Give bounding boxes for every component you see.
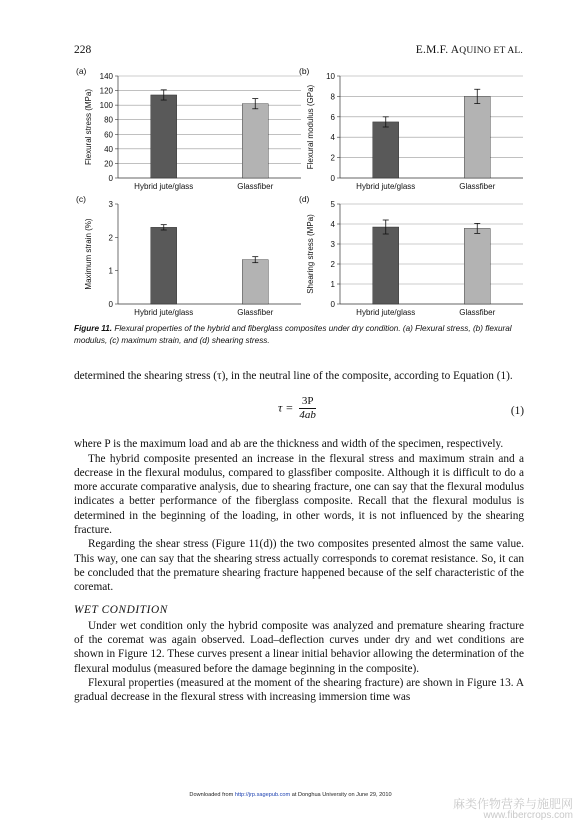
- footer-prefix: Downloaded from: [189, 792, 235, 798]
- equation-denominator: 4ab: [299, 409, 316, 422]
- paragraph-5: Under wet condition only the hybrid composite was analyzed and premature shearing fracture of the coremat was again observed. Load–deflection curves under dry and wet conditions are shown in Figure 12. These curves present a linear initial behavior allowing the determination of the flexural modulus (measured before the damage beginning in the composite).: [74, 619, 524, 675]
- page-number: 228: [74, 44, 92, 56]
- x-tick-label: Hybrid jute/glass: [134, 182, 194, 191]
- paragraph-1: determined the shearing stress (τ), in the neutral line of the composite, according to Equation (1).: [74, 370, 513, 382]
- y-axis-label: Maximum strain (%): [84, 218, 93, 290]
- caption-label: Figure 11.: [74, 324, 113, 333]
- watermark-line1: 麻类作物营养与施肥网: [452, 797, 573, 811]
- y-tick-label: 3: [108, 200, 113, 209]
- x-tick-label: Hybrid jute/glass: [134, 308, 194, 317]
- watermark-line2: www.fibercrops.com: [483, 810, 573, 821]
- x-tick-label: Glassfiber: [237, 308, 274, 317]
- section-heading: WET CONDITION: [74, 603, 168, 616]
- y-tick-label: 1: [108, 266, 113, 276]
- y-tick-label: 120: [99, 86, 113, 96]
- bar: [373, 122, 399, 178]
- y-tick-label: 8: [330, 92, 335, 102]
- watermark: [453, 798, 573, 822]
- y-tick-label: 4: [330, 220, 335, 229]
- y-tick-label: 2: [108, 233, 113, 243]
- bar: [242, 104, 268, 178]
- bar: [464, 228, 490, 304]
- panel-label: (a): [76, 66, 87, 76]
- y-tick-label: 2: [330, 260, 335, 269]
- y-tick-label: 10: [326, 72, 335, 81]
- x-tick-label: Glassfiber: [459, 182, 496, 191]
- y-tick-label: 0: [330, 300, 335, 309]
- y-tick-label: 2: [330, 153, 335, 163]
- y-tick-label: 3: [330, 240, 335, 249]
- bar: [373, 227, 399, 304]
- y-tick-label: 1: [330, 280, 335, 289]
- paragraph-6: Flexural properties (measured at the moment of the shearing fracture) are shown in Figure 13. A gradual decrease in the flexural stress with increasing immersion time was: [74, 677, 524, 704]
- equation-number: (1): [510, 405, 524, 418]
- equation-fraction: [299, 395, 316, 422]
- figure-11-charts: [68, 66, 538, 317]
- body-text: [74, 369, 524, 705]
- bar: [242, 260, 268, 304]
- y-tick-label: 0: [108, 300, 113, 309]
- x-tick-label: Glassfiber: [237, 182, 274, 191]
- equation-1: [74, 391, 524, 431]
- paragraph-3: The hybrid composite presented an increase in the flexural stress and maximum strain and a decrease in the flexural modulus, compared to glassfiber composite. Although it is difficult to do a more accurate comparative analysis, due to shearing fracture, one can say that the flexural modulus indicates a better performance of the fiberglass composite. Recall that the flexural modulus is determined in the beginning of the loading, in other words, it is not influenced by the shearing fracture.: [74, 452, 524, 537]
- y-tick-label: 100: [99, 101, 113, 111]
- caption-text: Flexural properties of the hybrid and fiberglass composites under dry condition. (a) Flexural stress, (b) flexural modulus, (c) maximum strain, and (d) shearing stress.: [74, 324, 512, 345]
- x-tick-label: Glassfiber: [459, 308, 496, 317]
- running-head: [416, 44, 523, 56]
- y-tick-label: 20: [104, 159, 113, 169]
- y-axis-label: Shearing stress (MPa): [306, 214, 315, 294]
- paragraph-4: Regarding the shear stress (Figure 11(d)) the two composites presented almost the same value. This way, one can say that the shearing stress actually corresponds to coremat resistance. So, it can be concluded that the premature shearing fracture happened because of the self characteristic of the coremat.: [74, 538, 524, 594]
- y-axis-label: Flexural modulus (GPa): [306, 84, 315, 170]
- running-head-initials: E.M.F. A: [415, 44, 460, 56]
- x-tick-label: Hybrid jute/glass: [356, 182, 416, 191]
- y-tick-label: 140: [99, 72, 113, 81]
- panel-label: (b): [299, 66, 310, 76]
- page-header: [74, 44, 523, 60]
- bar: [151, 95, 177, 178]
- y-tick-label: 80: [104, 115, 113, 125]
- y-tick-label: 60: [104, 130, 113, 140]
- bar: [151, 227, 177, 304]
- panel-label: (d): [299, 194, 310, 204]
- equation-expression: [278, 395, 316, 422]
- x-tick-label: Hybrid jute/glass: [356, 308, 416, 317]
- y-axis-label: Flexural stress (MPa): [84, 88, 93, 166]
- footer-link[interactable]: http://jrp.sagepub.com: [234, 792, 291, 798]
- figure-caption: [74, 323, 524, 346]
- equation-numerator: 3P: [299, 395, 316, 409]
- footer-suffix: at Donghua University on June 29, 2010: [290, 792, 392, 798]
- y-tick-label: 4: [330, 133, 335, 143]
- y-tick-label: 0: [330, 174, 335, 183]
- paragraph-2: where P is the maximum load and ab are the thickness and width of the specimen, respectively.: [74, 438, 504, 451]
- panel-label: (c): [76, 194, 86, 204]
- y-tick-label: 5: [330, 200, 335, 209]
- figure-11: [68, 66, 538, 317]
- running-head-smallcaps: QUINO ET AL.: [459, 46, 523, 56]
- y-tick-label: 6: [330, 112, 335, 122]
- y-tick-label: 0: [108, 174, 113, 183]
- equation-lhs: τ =: [278, 400, 294, 415]
- bar: [464, 96, 490, 178]
- y-tick-label: 40: [104, 144, 113, 154]
